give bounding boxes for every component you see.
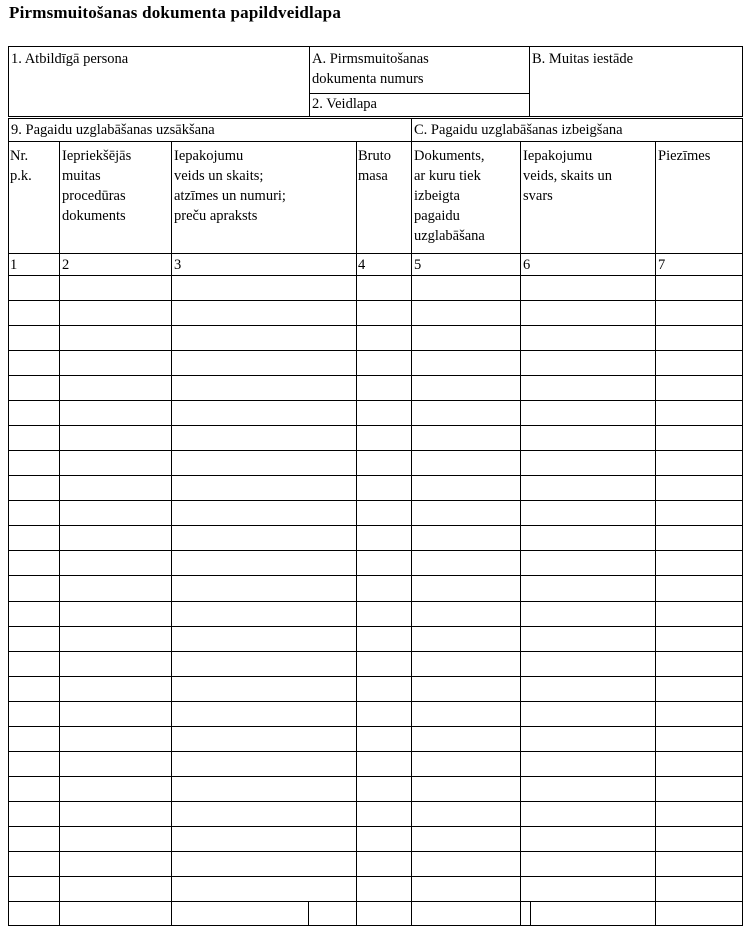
table-row bbox=[8, 751, 743, 752]
col-num-4: 4 bbox=[358, 257, 366, 273]
col-header-4: Bruto masa bbox=[358, 148, 392, 184]
col-header-2: Iepriekšējās muitas procedūras dokuments bbox=[62, 148, 132, 224]
table-row bbox=[8, 300, 743, 301]
col-num-1: 1 bbox=[10, 257, 18, 273]
table-row bbox=[8, 400, 743, 401]
table-row bbox=[8, 876, 743, 877]
table-row bbox=[8, 575, 743, 576]
table-row bbox=[8, 651, 743, 652]
section-end-label: C. Pagaidu uzglabāšanas izbeigšana bbox=[414, 122, 623, 138]
col-header-6: Iepakojumu veids, skaits un svars bbox=[523, 148, 613, 204]
table-row bbox=[8, 851, 743, 852]
table-row bbox=[8, 601, 743, 602]
col-num-7: 7 bbox=[658, 257, 666, 273]
table-row bbox=[8, 550, 743, 551]
responsible-person-label: 1. Atbildīgā persona bbox=[11, 51, 129, 67]
table-row bbox=[8, 676, 743, 677]
col-header-3: Iepakojumu veids un skaits; atzīmes un numuri; preču apraksts bbox=[174, 148, 286, 224]
col-num-2: 2 bbox=[62, 257, 70, 273]
form-label: 2. Veidlapa bbox=[312, 96, 377, 112]
table-row bbox=[8, 776, 743, 777]
table-row bbox=[8, 701, 743, 702]
table-row bbox=[8, 826, 743, 827]
table-row bbox=[8, 450, 743, 451]
table-row bbox=[8, 350, 743, 351]
col-header-1: Nr. p.k. bbox=[10, 148, 32, 184]
table-row bbox=[8, 626, 743, 627]
table-row bbox=[8, 801, 743, 802]
table-row bbox=[8, 500, 743, 501]
col-header-7: Piezīmes bbox=[658, 148, 711, 164]
items-table bbox=[8, 118, 743, 926]
col-num-6: 6 bbox=[523, 257, 531, 273]
table-row bbox=[8, 325, 743, 326]
table-row bbox=[8, 475, 743, 476]
col-header-5: Dokuments, ar kuru tiek izbeigta pagaidu uzglabāšana bbox=[414, 148, 485, 244]
page-title: Pirmsmuitošanas dokumenta papildveidlapa bbox=[9, 3, 342, 22]
doc-number-label: A. Pirmsmuitošanas dokumenta numurs bbox=[312, 51, 429, 87]
customs-office-label: B. Muitas iestāde bbox=[532, 51, 634, 67]
section-start-label: 9. Pagaidu uzglabāšanas uzsākšana bbox=[11, 122, 215, 138]
table-row bbox=[8, 375, 743, 376]
table-row bbox=[8, 901, 743, 902]
table-row bbox=[8, 525, 743, 526]
col-num-3: 3 bbox=[174, 257, 182, 273]
table-row bbox=[8, 726, 743, 727]
col-num-5: 5 bbox=[414, 257, 422, 273]
table-row bbox=[8, 425, 743, 426]
